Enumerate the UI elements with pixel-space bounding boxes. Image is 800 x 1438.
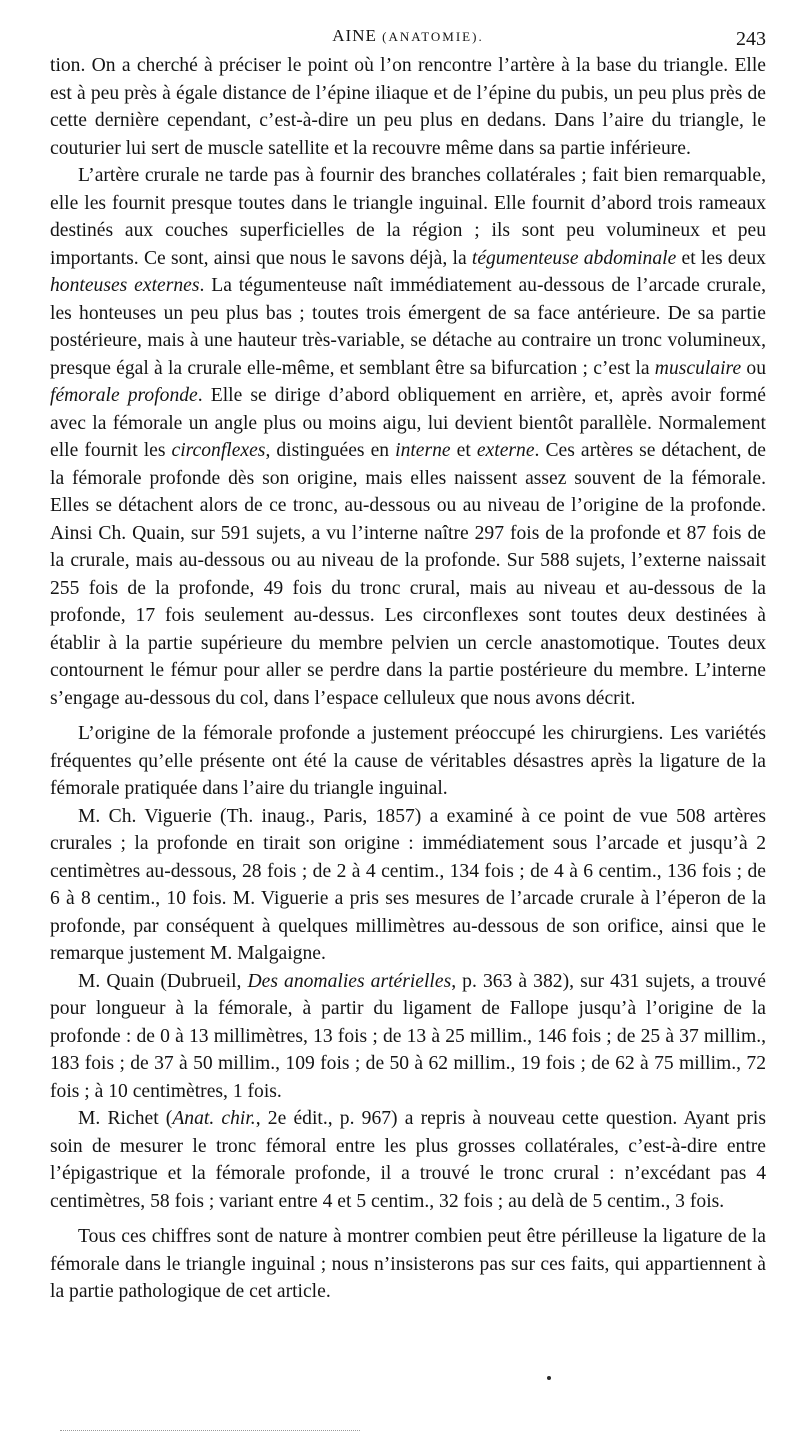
italic-term: externe (476, 440, 535, 461)
text-run: . Ces artères se détachent, de la fémorale profonde dès son origine, mais elles naissent assez souvent de la fémorale. Elles se détachent alors de ce tronc, au-dessous ou au niveau de l’origine de la profonde. Ainsi Ch. Quain, sur 591 sujets, a vu l’interne naître 297 fois de la profonde et 87 fois de la crurale, mais au-dessous ou au niveau de la profonde. Sur 588 sujets, l’externe naissait 255 fois de la profonde, 49 fois du tronc crural, mais au niveau et au-dessous de la profonde, 17 fois seulement au-dessus. Les circonflexes sont toutes deux destinées à établir à la partie supérieure du membre pelvien un cercle anastomotique. Toutes deux contournent le fémur pour aller se perdre dans la partie postérieure du membre. L’interne s’engage au-dessous du col, dans l’espace celluleux que nous avons décrit. (50, 440, 766, 709)
paragraph-surgical-concern (50, 720, 766, 803)
italic-term: circonflexes (171, 440, 266, 461)
running-title-main: AINE (332, 26, 383, 45)
body-text (50, 52, 766, 1306)
italic-term: interne (395, 440, 451, 461)
text-run: et (450, 440, 477, 461)
text-run: Tous ces chiffres sont de nature à montrer combien peut être périlleuse la ligature de la fémorale dans le triangle inguinal ; nous n’insisterons pas sur ces faits, qui appartiennent à la partie pathologique de cet article. (50, 1226, 766, 1302)
page-number: 243 (736, 28, 766, 50)
italic-term: honteuses externes (50, 275, 200, 296)
text-run: , distinguées en (265, 440, 396, 461)
italic-term: Des anomalies artérielles (247, 970, 452, 992)
paragraph-continued (50, 52, 766, 162)
text-run: ou (741, 357, 766, 379)
italic-term: musculaire (654, 357, 742, 379)
paragraph-crural-branches (50, 162, 766, 712)
text-run: . Elle se dirige d’abord obliquement en arrière, et, après avoir formé avec la fémorale un angle plus ou moins aigu, lui devient bientôt parallèle. Normalement elle fournit les (50, 385, 766, 461)
italic-term: tégumenteuse abdominale (471, 247, 677, 269)
text-run: , 2e édit., p. 967) a repris à nouveau cette question. Ayant pris soin de mesurer le tronc fémoral entre les plus grosses collatérales, c’est-à-dire entre l’épigastrique et la fémorale profonde, il a trouvé le tronc crural : n’excédant pas 4 centimètres, 58 fois ; variant entre 4 et 5 centim., 32 fois ; au delà de 5 centim., 3 fois. (50, 1108, 767, 1212)
text-run: et les deux (676, 247, 766, 269)
paragraph-viguerie (50, 803, 766, 968)
running-title (50, 26, 766, 46)
paragraph-richet (50, 1105, 766, 1215)
text-run: M. Quain (Dubrueil, (78, 970, 248, 992)
italic-term: Anat. chir. (172, 1108, 256, 1129)
text-run: M. Richet ( (78, 1108, 173, 1129)
paragraph-conclusion (50, 1223, 766, 1306)
italic-term: fémorale profonde (50, 385, 198, 406)
bottom-rule (60, 1430, 360, 1431)
text-run: , p. 363 à 382), sur 431 sujets, a trouvé pour longueur à la fémorale, à partir du ligament de Fallope jusqu’à l’origine de la profonde : de 0 à 13 millimètres, 13 fois ; de 13 à 25 millim., 146 fois ; de 25 à 37 millim., 183 fois ; de 37 à 50 millim., 109 fois ; de 50 à 62 millim., 19 fois ; de 62 à 75 millim., 72 fois ; à 10 centimètres, 1 fois. (50, 970, 766, 1102)
text-run: tion. On a cherché à préciser le point où l’on rencontre l’artère à la base du triangle. Elle est à peu près à égale distance de l’épine iliaque et de l’épine du pubis, un peu plus près de cette dernière cependant, c’est-à-dire un peu plus en dedans. Dans l’aire du triangle, le couturier lui sert de muscle satellite et la recouvre même dans sa partie inférieure. (50, 55, 766, 159)
text-run: M. Ch. Viguerie (Th. inaug., Paris, 1857) a examiné à ce point de vue 508 artères crurales ; la profonde en tirait son origine : immédiatement sous l’arcade et jusqu’à 2 centimètres au-dessous, 28 fois ; de 2 à 4 centim., 134 fois ; de 4 à 6 centim., 136 fois ; de 6 à 8 centim., 10 fois. M. Viguerie a pris ses mesures de l’arcade crurale à l’éperon de la profonde, par conséquent à quelques millimètres au-dessous de son orifice, ainsi que le remarque justement M. Malgaigne. (50, 805, 766, 964)
text-run: L’origine de la fémorale profonde a justement préoccupé les chirurgiens. Les variétés fréquentes qu’elle présente ont été la cause de véritables désastres après la ligature de la fémorale pratiquée dans l’aire du triangle inguinal. (50, 723, 766, 799)
paragraph-quain (50, 968, 766, 1106)
running-title-sub: (ANATOMIE). (382, 29, 484, 44)
running-head (50, 0, 766, 50)
text-run: L’artère crurale ne tarde pas à fournir des branches collatérales ; fait bien remarquable, elle les fournit presque toutes dans le triangle inguinal. Elle fournit d’abord trois rameaux destinés aux couches superficielles de la région ; ils sont peu volumineux et peu importants. Ce sont, ainsi que nous le savons déjà, la (50, 165, 766, 269)
text-run: . La tégumenteuse naît immédiatement au-dessous de l’arcade crurale, les honteuses un peu plus bas ; toutes trois émergent de sa face antérieure. De sa partie postérieure, mais à une hauteur très-variable, se détache au contraire un tronc volumineux, presque égal à la crurale elle-même, et semblant être sa bifurcation ; c’est la (50, 275, 766, 379)
footer-dot (547, 1376, 551, 1380)
